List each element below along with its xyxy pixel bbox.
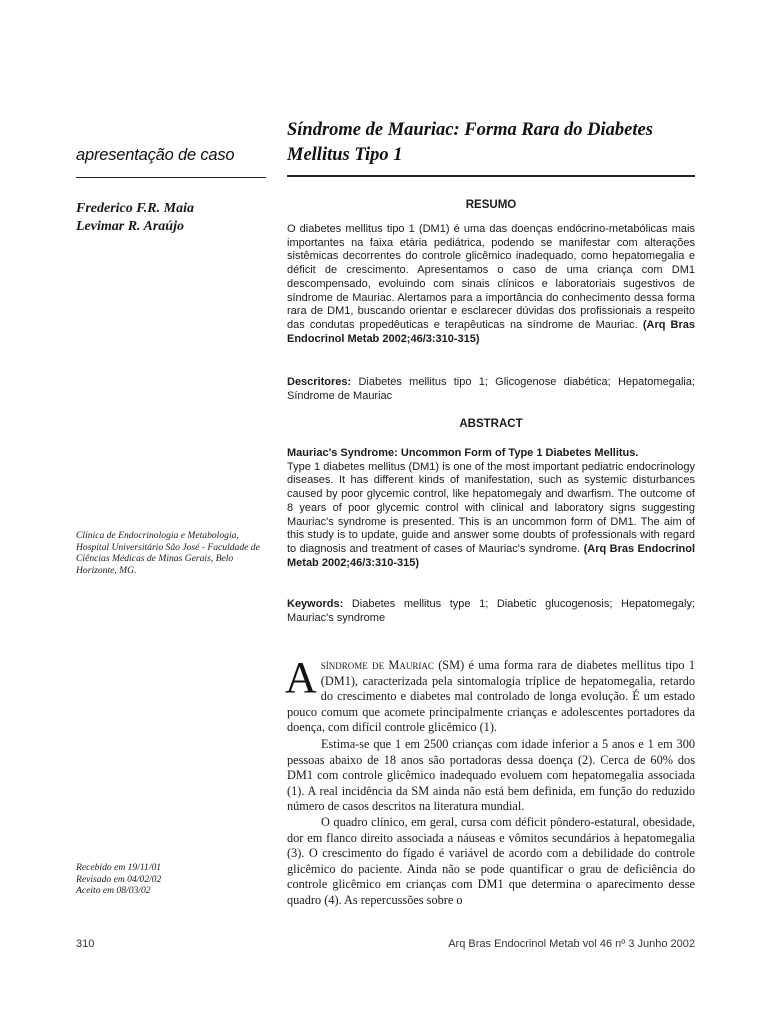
accepted-date: Aceito em 08/03/02	[76, 885, 151, 897]
author-name: Levimar R. Araújo	[76, 219, 184, 234]
resumo-citation: (Arq Bras Endocrinol Metab 2002;46/3:310-315)	[287, 318, 695, 345]
abstract-citation: (Arq Bras Endocrinol Metab 2002;46/3:310-315)	[287, 542, 696, 569]
abstract-title: Mauriac's Syndrome: Uncommon Form of Type 1 Diabetes Mellitus.	[287, 447, 639, 459]
page-number: 310	[76, 938, 95, 950]
drop-cap: A	[285, 653, 317, 702]
affiliation: Clínica de Endocrinologia e Metabologia, Hospital Universitário São José - Faculdade de Ciências Médicas de Minas Gerais, Belo Horizonte, MG.	[76, 530, 260, 576]
revised-date: Revisado em 04/02/02	[76, 873, 162, 885]
left-divider	[76, 177, 266, 178]
resumo-body: O diabetes mellitus tipo 1 (DM1) é uma das doenças endócrino-metabólicas mais importantes na faixa etária pediátrica, podendo se manifestar com alterações sistêmicas decorrentes do controle glicêmico inadequado, como hepatomegalia e déficit de crescimento. Apresentamos o caso de uma criança com DM1 descompensado, evoluindo com sinais clínicos e laboratoriais sugestivos de síndrome de Mauriac. Alertamos para a importância do conhecimento dessa forma rara de DM1, buscando orientar e esclarecer dúvidas dos profissionais a respeito das condutas propedêuticas e terapêuticas na síndrome de Mauriac.	[287, 223, 695, 331]
keywords-text: Diabetes mellitus type 1; Diabetic glucogenosis; Hepatomegaly; Mauriac's syndrome	[287, 598, 696, 624]
resumo-text	[287, 223, 695, 346]
section-label: apresentação de caso	[76, 146, 235, 164]
article-title: Síndrome de Mauriac: Forma Rara do Diabetes Mellitus Tipo 1	[287, 120, 653, 165]
abstract-heading: ABSTRACT	[459, 418, 523, 430]
received-date: Recebido em 19/11/01	[76, 862, 162, 873]
abstract-body: Type 1 diabetes mellitus (DM1) is one of the most important pediatric endocrinology diseases. It has different kinds of manifestation, such as systemic disturbances caused by poor glycemic control, like hepatomegaly and dwarfism. The outcome of 8 years of poor glycemic control with clinical and laboratory signs suggesting Mauriac's syndrome is presented. This is an uncommon form of DM1. The aim of this study is to update, guide and answer some doubts of professionals with regard to diagnosis and treatment of cases of Mauriac's syndrome.	[287, 460, 695, 555]
keywords	[287, 598, 695, 625]
body-paragraph-3: O quadro clínico, em geral, cursa com déficit pôndero-estatural, obesidade, dor em flanco direito associada a náuseas e vômitos secundários à hepatomegalia (3). O crescimento do fígado é variável de acordo com a debilidade do controle glicêmico do paciente. Ainda não se pode quantificar o grau de deficiência do controle glicêmico em crianças com DM1 que determina o aparecimento desse quadro (4). As repercussões sobre o	[287, 815, 695, 907]
abstract-text	[287, 447, 695, 570]
body-paragraph-1	[285, 653, 695, 736]
authors	[76, 200, 266, 236]
keywords-label: Keywords:	[287, 598, 344, 610]
descritores-text: Diabetes mellitus tipo 1; Glicogenose diabética; Hepatomegalia; Síndrome de Mauriac	[287, 376, 696, 402]
descritores-label: Descritores:	[287, 376, 352, 388]
body-text: (SM) é uma forma rara de diabetes mellitus tipo 1 (DM1), caracterizada pela sintomalogia tríplice de hepatomegalia, retardo do crescimento e diabetes mal controlado de longa evolução. É um estado pouco comum que acomete principalmente crianças e adolescentes portadores da doença, com difícil controle glicêmico (1).	[287, 658, 695, 735]
submission-dates	[76, 862, 266, 897]
author-name: Frederico F.R. Maia	[76, 201, 194, 216]
title-divider	[287, 175, 695, 177]
journal-footer: Arq Bras Endocrinol Metab vol 46 nº 3 Junho 2002	[448, 938, 695, 950]
resumo-heading: RESUMO	[465, 199, 517, 211]
body-paragraph-2: Estima-se que 1 em 2500 crianças com idade inferior a 5 anos e 1 em 300 pessoas abaixo de 18 anos são portadoras dessa doença (2). Cerca de 60% dos DM1 com controle glicêmico inadequado evoluem com hepatomegalia associada (1). A real incidência da SM ainda não está bem definida, em função do reduzido número de casos descritos na literatura mundial.	[287, 737, 695, 814]
descritores	[287, 376, 695, 403]
smallcaps-lead: síndrome de Mauriac	[320, 658, 434, 672]
